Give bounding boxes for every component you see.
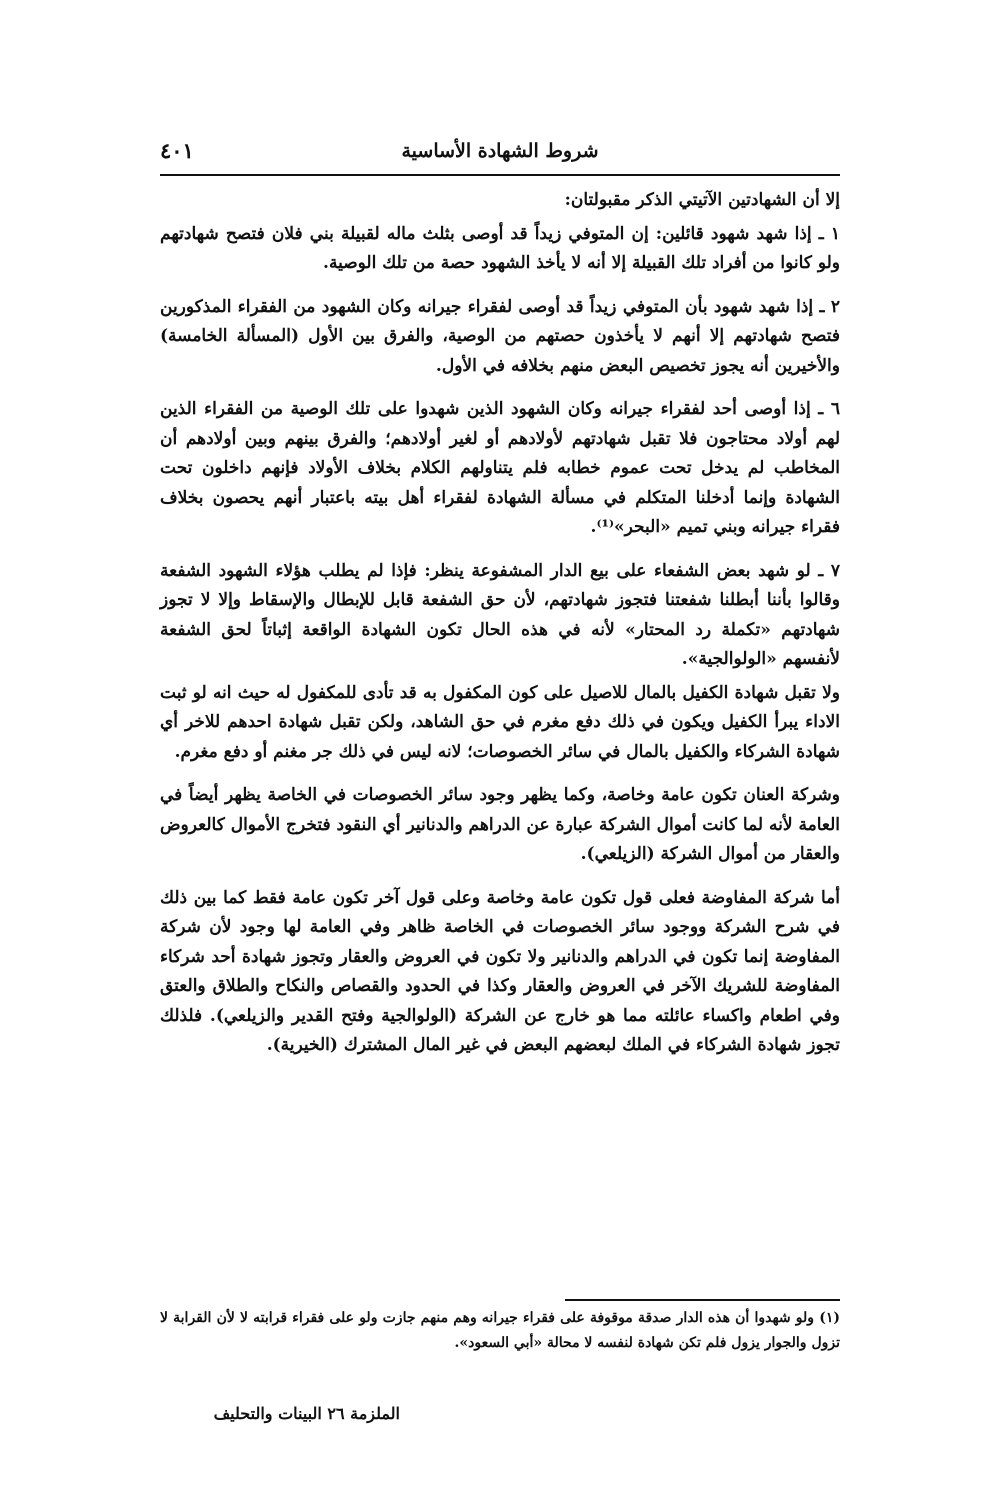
paragraph-inan-partnership: وشركة العنان تكون عامة وخاصة، وكما يظهر وجود سائر الخصوصات في الخاصة يظهر أيضاً في العامة لأنه لما كانت أموال الشركة عبارة عن الدراهم والدنانير أي النقود فتخرج الأموال كالعروض والعقار من أموال الشركة (الزيلعي). bbox=[160, 785, 840, 864]
paragraph-item-6: ٦ ـ إذا أوصى أحد لفقراء جيرانه وكان الشهود الذين شهدوا على تلك الوصية من الفقراء الذين لهم أولاد محتاجون فلا تقبل شهادتهم لأولادهم أو لغير أولادهم؛ والفرق بينهم وبين أولادهم أن المخاطب لم يدخل تحت عموم خطابه فلم يتناولهم الكلام بخلاف الأولاد فإنهم داخلون تحت الشهادة وإنما أدخلنا المتكلم في مسألة الشهادة لفقراء أهل بيته باعتبار أنهم يحصون بخلاف فقراء جيرانه وبني تميم «البحر»⁽¹⁾. bbox=[160, 399, 840, 537]
paragraph-guarantor: ولا تقبل شهادة الكفيل بالمال للاصيل على كون المكفول به قد تأدى للمكفول له حيث انه لو ثبت الاداء يبرأ الكفيل ويكون في ذلك دفع مغرم في حق الشاهد، ولكن تقبل شهادة احدهم للاخر أي شهادة الشركاء والكفيل بالمال في سائر الخصوصات؛ لانه ليس في ذلك جر مغنم أو دفع مغرم. bbox=[160, 682, 840, 762]
paragraph-item-1: ١ ـ إذا شهد شهود قائلين: إن المتوفي زيداً قد أوصى بثلث ماله لقبيلة بني فلان فتصح شهادتهم ولو كانوا من أفراد تلك القبيلة إلا أنه لا يأخذ الشهود حصة من تلك الوصية. bbox=[160, 223, 840, 273]
body-text bbox=[160, 186, 840, 1075]
paragraph-item-7: ٧ ـ لو شهد بعض الشفعاء على بيع الدار المشفوعة ينظر: فإذا لم يطلب هؤلاء الشهود الشفعة وقالوا بأننا أبطلنا شفعتنا فتجوز شهادتهم، لأن حق الشفعة قابل للإبطال والإسقاط وإلا لا تجوز شهادتهم «تكملة رد المحتار» لأنه في هذه الحال تكون الشهادة الواقعة إثباتاً لحق الشفعة لأنفسهم «الولوالجية». bbox=[160, 560, 840, 669]
signature-line: الملزمة ٢٦ البينات والتحليف bbox=[213, 1404, 400, 1423]
header-rule bbox=[160, 174, 840, 176]
paragraph-item-2: ٢ ـ إذا شهد شهود بأن المتوفي زيداً قد أوصى لفقراء جيرانه وكان الشهود من الفقراء المذكورين فتصح شهادتهم إلا أنهم لا يأخذون حصتهم من الوصية، والفرق بين الأول (المسألة الخامسة) والأخيرين أنه يجوز تخصيص البعض منهم بخلافه في الأول. bbox=[160, 296, 840, 376]
paragraph-mufawada-partnership: أما شركة المفاوضة فعلى قول تكون عامة وخاصة وعلى قول آخر تكون عامة فقط كما بين ذلك في شرح الشركة ووجود سائر الخصوصات في الخاصة ظاهر وفي العامة لها وجود لأن شركة المفاوضة إنما تكون في الدراهم والدنانير ولا تكون في العروض والعقار وتجوز شهادة أحد شركاء المفاوضة للشريك الآخر في العروض والعقار وكذا في الحدود والقصاص والنكاح والطلاق والعتق وفي اطعام واكساء عائلته مما هو خارج عن الشركة (الولوالجية وفتح القدير والزيلعي). فلذلك تجوز شهادة الشركاء في الملك لبعضهم البعض في غير المال المشترك (الخيرية). bbox=[160, 887, 840, 1055]
running-title: شروط الشهادة الأساسية bbox=[401, 140, 599, 162]
intro-paragraph: إلا أن الشهادتين الآتيتي الذكر مقبولتان: bbox=[564, 190, 840, 210]
page-number: ٤٠١ bbox=[160, 138, 194, 163]
footnotes bbox=[160, 1306, 840, 1356]
footnote-1: (١) ولو شهدوا أن هذه الدار صدقة موقوفة على فقراء جيرانه وهم منهم جازت ولو على فقراء قرابته لا لأن القرابة لا تزول والجوار يزول فلم تكن شهادة لنفسه لا محالة «أبي السعود». bbox=[160, 1310, 840, 1351]
page-header bbox=[160, 136, 840, 172]
footnote-rule bbox=[565, 1299, 840, 1301]
